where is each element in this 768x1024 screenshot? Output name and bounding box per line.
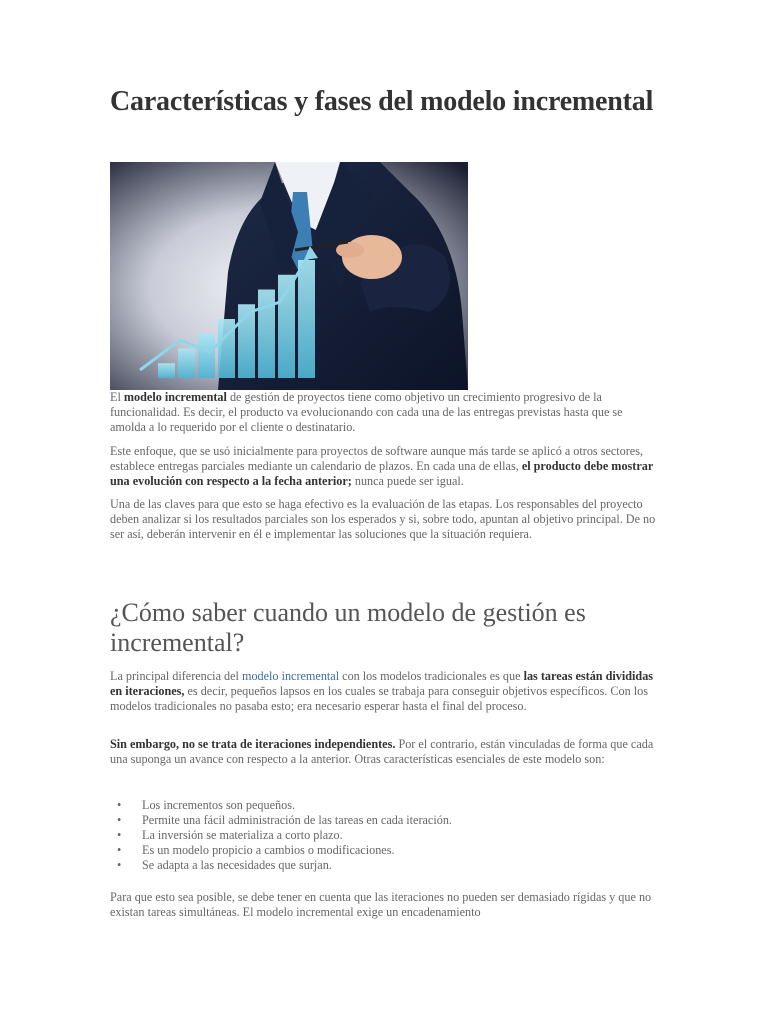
growth-bar	[258, 290, 275, 379]
list-item: • La inversión se materializa a corto plazo.	[117, 828, 343, 842]
characteristics-list	[110, 798, 658, 873]
businessman-growth-chart-illustration	[110, 162, 468, 390]
difference-paragraph: La principal diferencia del modelo incremental con los modelos tradicionales es que las tareas están divididas en iteraciones, es decir, pequeños lapsos en los cuales se trabaja para conseguir objetivos específicos. Con los modelos tradicionales no pasaba esto; era necesario esperar hasta el final del proceso.	[110, 669, 654, 713]
intro-paragraph: El modelo incremental de gestión de proyectos tiene como objetivo un crecimiento progresivo de la funcionalidad. Es decir, el producto va evolucionando con cada una de las entregas previstas hasta que se amolda a lo requerido por el cliente o destinatario.	[110, 390, 623, 434]
growth-bar	[158, 363, 175, 378]
list-item: • Es un modelo propicio a cambios o modificaciones.	[117, 843, 395, 857]
bullet-icon: •	[117, 828, 122, 842]
evaluation-paragraph: Una de las claves para que esto se haga efectivo es la evaluación de las etapas. Los responsables del proyecto deben analizar si los resultados parciales son los esperados y si, sobre todo, apuntan al objetivo principal. De no ser así, deberán intervenir en él e implementar las soluciones que la situación requiera.	[110, 497, 656, 541]
bullet-icon: •	[117, 798, 122, 812]
growth-bar	[198, 334, 215, 378]
growth-bar	[178, 349, 195, 379]
section-heading: ¿Cómo saber cuando un modelo de gestión es incremental?	[110, 598, 586, 657]
modelo-incremental-link[interactable]: modelo incremental	[241, 669, 340, 683]
approach-paragraph: Este enfoque, que se usó inicialmente para proyectos de software aunque más tarde se aplicó a otros sectores, establece entregas parciales mediante un calendario de plazos. En cada una de ellas, el producto debe mostrar una evolución con respecto a la fecha anterior; nunca puede ser igual.	[110, 444, 654, 488]
bullet-icon: •	[117, 858, 122, 872]
list-item: • Los incrementos son pequeños.	[117, 798, 295, 812]
bullet-icon: •	[117, 843, 122, 857]
list-item: • Se adapta a las necesidades que surjan.	[117, 858, 332, 872]
iterations-paragraph: Sin embargo, no se trata de iteraciones independientes. Por el contrario, están vinculadas de forma que cada una suponga un avance con respecto a la anterior. Otras características esenciales de este modelo son:	[110, 737, 654, 766]
closing-paragraph: Para que esto sea posible, se debe tener en cuenta que las iteraciones no pueden ser demasiado rígidas y que no existan tareas simultáneas. El modelo incremental exige un encadenamiento	[110, 890, 652, 919]
bullet-icon: •	[117, 813, 122, 827]
page-title: Características y fases del modelo incremental	[110, 86, 654, 117]
growth-bar	[298, 260, 315, 378]
hero-image	[110, 162, 468, 390]
list-item: • Permite una fácil administración de las tareas en cada iteración.	[117, 813, 452, 827]
